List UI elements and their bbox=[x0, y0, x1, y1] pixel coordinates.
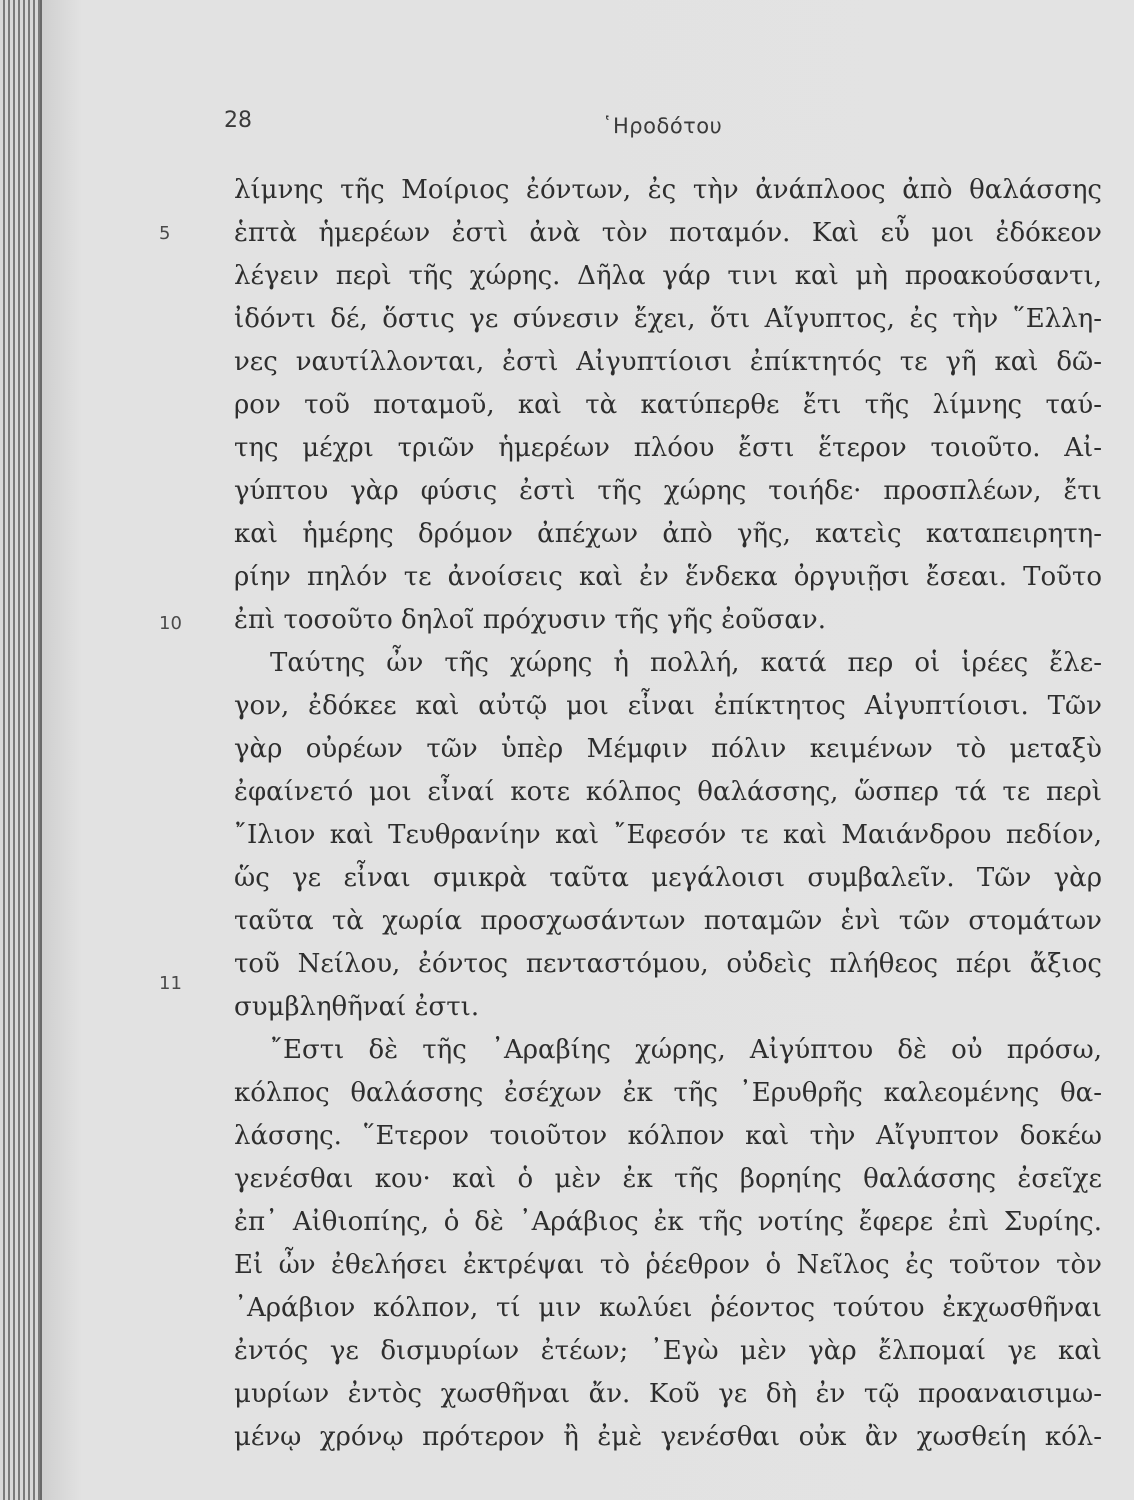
text-line: μένῳ χρόνῳ πρότερον ἢ ἐμὲ γενέσθαι οὐκ ἂν χωσθείη κόλ- bbox=[234, 1422, 1102, 1452]
text-line: Ταύτης ὦν τῆς χώρης ἡ πολλή, κατά περ οἱ ἱρέες ἔλε- bbox=[270, 648, 1102, 678]
text-line: λάσσης. ῞Ετερον τοιοῦτον κόλπον καὶ τὴν Αἴγυπτον δοκέω bbox=[234, 1121, 1102, 1151]
text-line: γενέσθαι κου· καὶ ὁ μὲν ἐκ τῆς βορηίης θαλάσσης ἐσεῖχε bbox=[234, 1164, 1102, 1194]
text-line: γὰρ οὐρέων τῶν ὑπὲρ Μέμφιν πόλιν κειμένων τὸ μεταξὺ bbox=[234, 734, 1102, 764]
text-line: νες ναυτίλλονται, ἐστὶ Αἰγυπτίοισι ἐπίκτητός τε γῆ καὶ δῶ- bbox=[234, 347, 1102, 377]
margin-number: 5 bbox=[159, 223, 171, 244]
margin-number: 10 bbox=[159, 613, 182, 634]
page bbox=[40, 0, 1134, 1500]
text-line: λίμνης τῆς Μοίριος ἐόντων, ἐς τὴν ἀνάπλοος ἀπὸ θαλάσσης bbox=[234, 175, 1102, 205]
text-line: ἰδόντι δέ, ὅστις γε σύνεσιν ἔχει, ὅτι Αἴγυπτος, ἐς τὴν ῞Ελλη- bbox=[234, 304, 1102, 334]
text-line: ἐφαίνετό μοι εἶναί κοτε κόλπος θαλάσσης, ὥσπερ τά τε περὶ bbox=[234, 777, 1102, 807]
text-line: καὶ ἡμέρης δρόμον ἀπέχων ἀπὸ γῆς, κατεὶς καταπειρητη- bbox=[234, 519, 1102, 549]
text-line: γύπτου γὰρ φύσις ἐστὶ τῆς χώρης τοιήδε· προσπλέων, ἔτι bbox=[234, 476, 1102, 506]
text-line: ἑπτὰ ἡμερέων ἐστὶ ἀνὰ τὸν ποταμόν. Καὶ εὖ μοι ἐδόκεον bbox=[234, 218, 1102, 248]
text-line: τοῦ Νείλου, ἐόντος πενταστόμου, οὐδεὶς πλήθεος πέρι ἄξιος bbox=[234, 949, 1102, 979]
text-line: ῎Εστι δὲ τῆς ᾿Αραβίης χώρης, Αἰγύπτου δὲ οὐ πρόσω, bbox=[270, 1035, 1102, 1065]
text-line: ἐπ᾿ Αἰθιοπίης, ὁ δὲ ᾿Αράβιος ἐκ τῆς νοτίης ἔφερε ἐπὶ Συρίης. bbox=[234, 1207, 1102, 1237]
text-line: της μέχρι τριῶν ἡμερέων πλόου ἔστι ἕτερον τοιοῦτο. Αἰ- bbox=[234, 433, 1102, 463]
body-text bbox=[42, 0, 1134, 1500]
text-line: ρον τοῦ ποταμοῦ, καὶ τὰ κατύπερθε ἔτι τῆς λίμνης ταύ- bbox=[234, 390, 1102, 420]
text-line: ταῦτα τὰ χωρία προσχωσάντων ποταμῶν ἑνὶ τῶν στομάτων bbox=[234, 906, 1102, 936]
text-line: συμβληθῆναί ἐστι. bbox=[234, 992, 480, 1022]
text-line: ἐντός γε δισμυρίων ἐτέων; ᾿Εγὼ μὲν γὰρ ἔλπομαί γε καὶ bbox=[234, 1336, 1102, 1366]
text-line: Εἰ ὦν ἐθελήσει ἐκτρέψαι τὸ ῥέεθρον ὁ Νεῖλος ἐς τοῦτον τὸν bbox=[234, 1250, 1102, 1280]
text-line: λέγειν περὶ τῆς χώρης. Δῆλα γάρ τινι καὶ μὴ προακούσαντι, bbox=[234, 261, 1102, 291]
text-line: γον, ἐδόκεε καὶ αὐτῷ μοι εἶναι ἐπίκτητος Αἰγυπτίοισι. Τῶν bbox=[234, 691, 1102, 721]
text-line: ἐπὶ τοσοῦτο δηλοῖ πρόχυσιν τῆς γῆς ἐοῦσαν. bbox=[234, 605, 826, 635]
text-line: ρίην πηλόν τε ἀνοίσεις καὶ ἐν ἕνδεκα ὀργυιῇσι ἔσεαι. Τοῦτο bbox=[234, 562, 1102, 592]
text-line: μυρίων ἐντὸς χωσθῆναι ἄν. Κοῦ γε δὴ ἐν τῷ προαναισιμω- bbox=[234, 1379, 1102, 1409]
text-line: ᾿Αράβιον κόλπον, τί μιν κωλύει ῥέοντος τούτου ἐκχωσθῆναι bbox=[234, 1293, 1102, 1323]
margin-number: 11 bbox=[159, 973, 182, 994]
text-line: κόλπος θαλάσσης ἐσέχων ἐκ τῆς ᾿Ερυθρῆς καλεομένης θα- bbox=[234, 1078, 1102, 1108]
running-title: ῾Ηροδότου bbox=[602, 114, 723, 138]
page-number: 28 bbox=[224, 108, 252, 133]
text-line: ὥς γε εἶναι σμικρὰ ταῦτα μεγάλοισι συμβαλεῖν. Τῶν γὰρ bbox=[234, 863, 1102, 893]
text-line: ῎Ιλιον καὶ Τευθρανίην καὶ ῎Εφεσόν τε καὶ Μαιάνδρου πεδίον, bbox=[234, 820, 1102, 850]
